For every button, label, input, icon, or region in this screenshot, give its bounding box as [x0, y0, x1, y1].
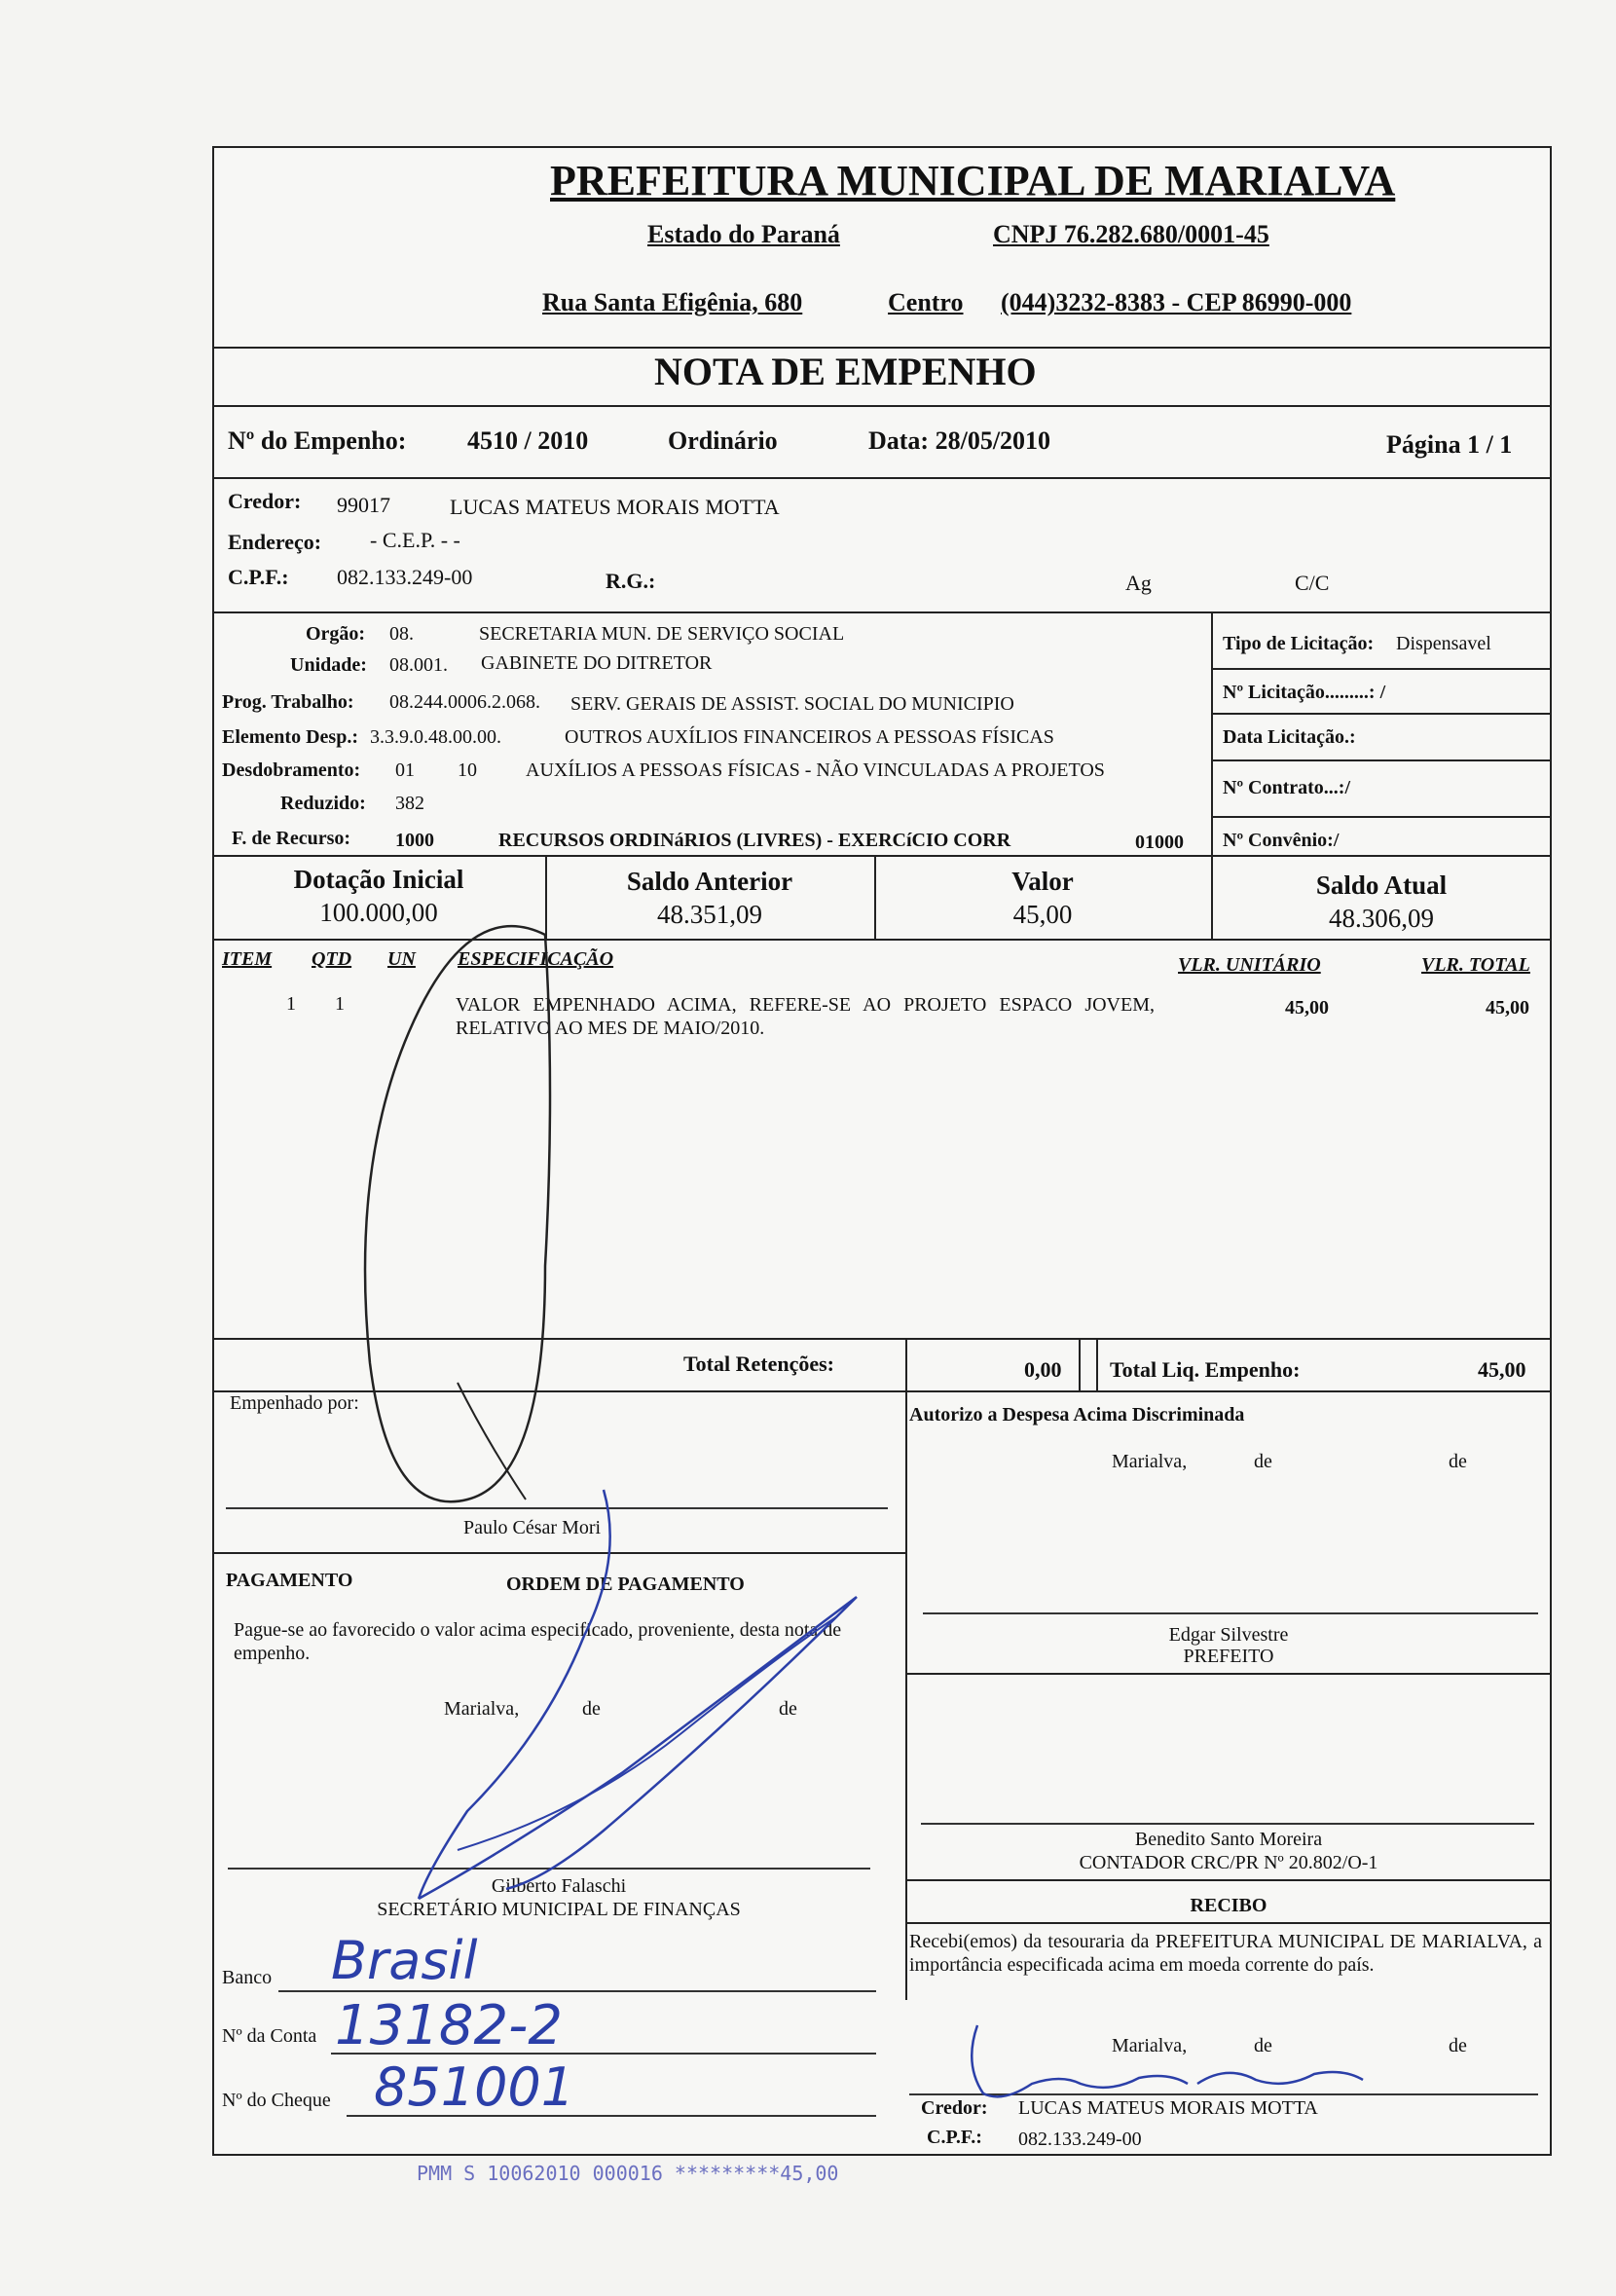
endereco-label: Endereço: [228, 530, 322, 554]
orgao-code: 08. [389, 623, 414, 645]
autorizo-marialva: Marialva, [1112, 1451, 1188, 1472]
desdobramento-label: Desdobramento: [222, 759, 361, 781]
cc-label: C/C [1295, 571, 1330, 595]
autorizo-label: Autorizo a Despesa Acima Discriminada [909, 1404, 1245, 1426]
ordem-pagamento: ORDEM DE PAGAMENTO [506, 1574, 745, 1595]
saldo-anterior-value: 48.351,09 [657, 900, 762, 929]
saldo-atual-label: Saldo Atual [1315, 870, 1448, 900]
unidade-desc: GABINETE DO DITRETOR [481, 652, 713, 674]
elemento-label: Elemento Desp.: [222, 726, 358, 748]
recibo-de1: de [1254, 2035, 1272, 2056]
saldo-atual-value: 48.306,09 [1329, 904, 1434, 933]
empenhado-por-label: Empenhado por: [230, 1392, 359, 1414]
prefeito-title: PREFEITO [1183, 1646, 1274, 1667]
address: Rua Santa Efigênia, 680 [542, 288, 803, 316]
recurso-label: F. de Recurso: [232, 828, 351, 849]
recibo-credor-value: LUCAS MATEUS MORAIS MOTTA [1018, 2097, 1318, 2119]
retencoes-label: Total Retenções: [683, 1352, 834, 1376]
empenho-date: Data: 28/05/2010 [868, 426, 1051, 455]
cpf-label: C.P.F.: [228, 565, 289, 589]
empenho-number: 4510 / 2010 [467, 426, 589, 455]
unidade-label: Unidade: [290, 654, 367, 676]
recibo-de2: de [1449, 2035, 1467, 2056]
payment-stamp: PMM S 10062010 000016 *********45,00 [417, 2162, 839, 2185]
item-total-value: 45,00 [1486, 997, 1529, 1018]
col-valor-total: VLR. TOTAL [1421, 954, 1530, 976]
secretario-name: Gilberto Falaschi [491, 1875, 627, 1897]
reduzido-value: 382 [395, 793, 424, 814]
desdobramento-code1: 01 [395, 759, 415, 781]
conta-handwritten: 13182-2 [335, 1994, 563, 2057]
cheque-handwritten: 851001 [374, 2056, 575, 2118]
liquido-value: 45,00 [1478, 1357, 1526, 1382]
recibo-cpf-label: C.P.F.: [927, 2127, 982, 2148]
col-especificacao: ESPECIFICAÇÃO [458, 948, 614, 970]
page-number: Página 1 / 1 [1386, 430, 1513, 459]
org-name: PREFEITURA MUNICIPAL DE MARIALVA [550, 157, 1396, 204]
licitacao-tipo-label: Tipo de Licitação: [1223, 633, 1375, 654]
recibo-title: RECIBO [1190, 1895, 1267, 1916]
recibo-text: Recebi(emos) da tesouraria da PREFEITURA MUNICIPAL DE MARIALVA, a importância especificada acima em moeda corrente do país. [909, 1931, 1542, 1976]
prog-desc: SERV. GERAIS DE ASSIST. SOCIAL DO MUNICIPIO [570, 693, 1014, 715]
cnpj: CNPJ 76.282.680/0001-45 [993, 220, 1269, 248]
autorizo-de1: de [1254, 1451, 1272, 1472]
pagamento-marialva: Marialva, [444, 1698, 520, 1720]
address-centro: Centro [888, 288, 964, 316]
liquido-label: Total Liq. Empenho: [1110, 1357, 1301, 1382]
cheque-label: Nº do Cheque [222, 2090, 331, 2111]
pagamento-label: PAGAMENTO [226, 1570, 353, 1591]
secretario-title: SECRETÁRIO MUNICIPAL DE FINANÇAS [377, 1899, 741, 1920]
endereco-value: - C.E.P. - - [370, 528, 460, 552]
banco-handwritten: Brasil [331, 1930, 478, 1991]
phone-cep: (044)3232-8383 - CEP 86990-000 [1001, 288, 1352, 316]
ag-label: Ag [1125, 571, 1152, 595]
valor-label: Valor [1011, 867, 1074, 896]
recibo-cpf-value: 082.133.249-00 [1018, 2129, 1142, 2150]
desdobramento-code2: 10 [458, 759, 477, 781]
credor-code: 99017 [337, 493, 390, 517]
col-valor-unitario: VLR. UNITÁRIO [1178, 954, 1321, 976]
orgao-label: Orgão: [306, 623, 366, 645]
rg-label: R.G.: [606, 569, 656, 593]
contrato-number: Nº Contrato...:/ [1223, 777, 1351, 798]
retencoes-value: 0,00 [1024, 1357, 1062, 1382]
item-description: VALOR EMPENHADO ACIMA, REFERE-SE AO PROJETO ESPACO JOVEM, RELATIVO AO MES DE MAIO/2010. [456, 994, 1155, 1039]
contador-title: CONTADOR CRC/PR Nº 20.802/O-1 [1079, 1852, 1378, 1873]
saldo-anterior-label: Saldo Anterior [626, 867, 793, 896]
pagamento-de1: de [582, 1698, 601, 1720]
recibo-marialva: Marialva, [1112, 2035, 1188, 2056]
autorizo-de2: de [1449, 1451, 1467, 1472]
prog-label: Prog. Trabalho: [222, 691, 354, 713]
conta-label: Nº da Conta [222, 2025, 317, 2047]
banco-label: Banco [222, 1967, 273, 1988]
prog-code: 08.244.0006.2.068. [389, 691, 540, 713]
orgao-desc: SECRETARIA MUN. DE SERVIÇO SOCIAL [479, 623, 845, 645]
elemento-desc: OUTROS AUXÍLIOS FINANCEIROS A PESSOAS FÍSICAS [565, 726, 1054, 748]
col-qtd: QTD [312, 948, 352, 970]
licitacao-tipo-value: Dispensavel [1396, 633, 1491, 654]
cpf-value: 082.133.249-00 [337, 565, 473, 589]
empenho-number-label: Nº do Empenho: [228, 426, 407, 455]
recibo-credor-label: Credor: [921, 2097, 988, 2119]
prefeito-name: Edgar Silvestre [1168, 1624, 1289, 1646]
credor-label: Credor: [228, 489, 302, 513]
valor-value: 45,00 [1012, 900, 1073, 929]
licitacao-numero: Nº Licitação.........: / [1223, 682, 1386, 703]
dotacao-value: 100.000,00 [319, 898, 438, 927]
doc-title: NOTA DE EMPENHO [654, 350, 1037, 393]
reduzido-label: Reduzido: [280, 793, 366, 814]
state-name: Estado do Paraná [647, 220, 840, 248]
col-item: ITEM [222, 948, 273, 970]
item-qtd: 1 [335, 993, 345, 1015]
dotacao-label: Dotação Inicial [293, 865, 464, 894]
empenho-type: Ordinário [668, 426, 778, 455]
item-unit-value: 45,00 [1285, 997, 1329, 1018]
elemento-code: 3.3.9.0.48.00.00. [370, 726, 501, 748]
recurso-code2: 01000 [1135, 832, 1184, 853]
licitacao-data: Data Licitação.: [1223, 726, 1356, 748]
contador-name: Benedito Santo Moreira [1134, 1829, 1323, 1850]
credor-name: LUCAS MATEUS MORAIS MOTTA [450, 495, 780, 519]
empenhado-name: Paulo César Mori [463, 1517, 602, 1538]
recurso-desc: RECURSOS ORDINáRIOS (LIVRES) - EXERCíCIO CORR [498, 830, 1011, 851]
col-un: UN [387, 948, 416, 970]
convenio-number: Nº Convênio:/ [1223, 830, 1340, 851]
pagamento-de2: de [779, 1698, 797, 1720]
unidade-code: 08.001. [389, 654, 448, 676]
item-number: 1 [286, 993, 296, 1015]
recurso-code: 1000 [395, 830, 434, 851]
desdobramento-desc: AUXÍLIOS A PESSOAS FÍSICAS - NÃO VINCULADAS A PROJETOS [526, 759, 1105, 781]
pagamento-text: Pague-se ao favorecido o valor acima especificado, proveniente, desta nota de empenho. [234, 1619, 842, 1664]
